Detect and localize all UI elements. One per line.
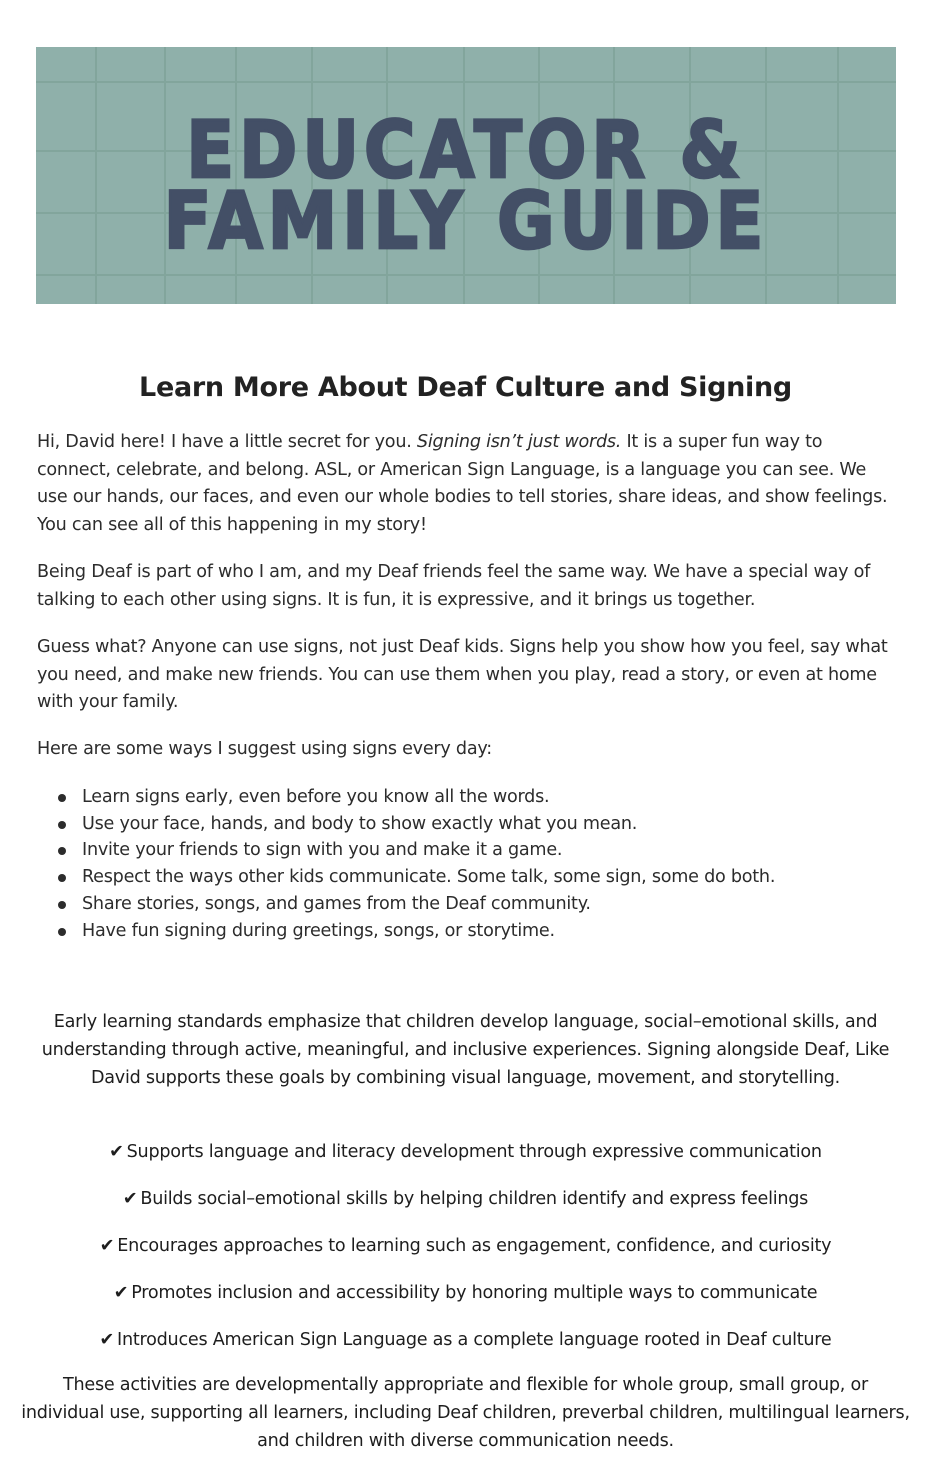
list-item xyxy=(37,784,899,811)
intro-text-start: Hi, David here! I have a little secret for you. xyxy=(37,432,417,452)
bullet-icon xyxy=(58,928,66,936)
check-item-text: Promotes inclusion and accessibility by honoring multiple ways to communicate xyxy=(131,1283,818,1303)
list-item-text: Share stories, songs, and games from the Deaf community. xyxy=(82,893,591,914)
suggestions-list xyxy=(37,784,899,944)
check-item-text: Supports language and literacy development through expressive communication xyxy=(126,1142,822,1162)
checkmark-icon: ✔ xyxy=(113,1283,129,1303)
standards-intro: Early learning standards emphasize that children develop language, social–emotional skills, and understanding through active, meaningful, and inclusive experiences. Signing alongside Deaf, Like David supports these goals by combining visual language, movement, and storytelling. xyxy=(41,1012,890,1088)
list-item xyxy=(37,864,899,891)
list-item-text: Invite your friends to sign with you and make it a game. xyxy=(82,840,563,861)
bullet-icon xyxy=(58,821,66,829)
title-banner xyxy=(36,47,896,304)
list-item-text: Learn signs early, even before you know all the words. xyxy=(82,787,550,807)
list-item xyxy=(37,891,899,918)
list-item xyxy=(37,918,899,945)
bullet-icon xyxy=(58,874,66,882)
bullet-icon xyxy=(58,794,66,802)
check-item-text: Encourages approaches to learning such as engagement, confidence, and curiosity xyxy=(117,1236,832,1256)
checkmark-icon: ✔ xyxy=(99,1330,115,1350)
paragraph-deaf-identity: Being Deaf is part of who I am, and my Deaf friends feel the same way. We have a special way of talking to each other using signs. It is fun, it is expressive, and it brings us together. xyxy=(37,562,871,610)
list-item-text: Have fun signing during greetings, songs, or storytime. xyxy=(82,920,555,941)
list-item-text: Use your face, hands, and body to show exactly what you mean. xyxy=(82,813,638,834)
list-item-text: Respect the ways other kids communicate. Some talk, some sign, some do both. xyxy=(82,867,776,888)
paragraph-list-intro: Here are some ways I suggest using signs every day: xyxy=(37,739,492,759)
paragraph-anyone-can-sign: Guess what? Anyone can use signs, not just Deaf kids. Signs help you show how you feel, say what you need, and make new friends. You can use them when you play, read a story, or even at home with your family. xyxy=(37,637,888,713)
closing-paragraph: These activities are developmentally appropriate and flexible for whole group, small group, or individual use, supporting all learners, including Deaf children, preverbal children, multilingual learners, and children with diverse communication needs. xyxy=(21,1375,910,1451)
checkmark-icon: ✔ xyxy=(122,1189,138,1209)
check-item-text: Introduces American Sign Language as a complete language rooted in Deaf culture xyxy=(117,1330,832,1350)
bullet-icon xyxy=(58,847,66,855)
grid-line xyxy=(36,274,896,276)
check-item xyxy=(0,1233,931,1259)
check-item xyxy=(0,1327,931,1353)
grid-line xyxy=(36,81,896,83)
section-heading: Learn More About Deaf Culture and Signing xyxy=(139,372,792,403)
banner-title-line-2: FAMILY GUIDE xyxy=(163,175,769,267)
intro-text-end: It is a super fun way to connect, celebrate, and belong. ASL, or American Sign Language, is a language you can see. We use our hands, our faces, and even our whole bodies to tell stories, share ideas, and show feelings. You can see all of this happening in my story! xyxy=(37,432,888,535)
banner-title-line-1: EDUCATOR & xyxy=(186,104,746,196)
check-item-text: Builds social–emotional skills by helping children identify and express feelings xyxy=(140,1189,809,1209)
intro-italic-phrase: Signing isn’t just words. xyxy=(416,432,622,452)
check-item xyxy=(0,1139,931,1165)
check-item xyxy=(0,1280,931,1306)
checkmark-icon: ✔ xyxy=(99,1236,115,1256)
checkmark-icon: ✔ xyxy=(109,1142,124,1162)
check-item xyxy=(0,1186,931,1212)
list-item xyxy=(37,837,899,864)
intro-paragraph xyxy=(37,429,899,539)
list-item xyxy=(37,811,899,838)
bullet-icon xyxy=(58,901,66,909)
